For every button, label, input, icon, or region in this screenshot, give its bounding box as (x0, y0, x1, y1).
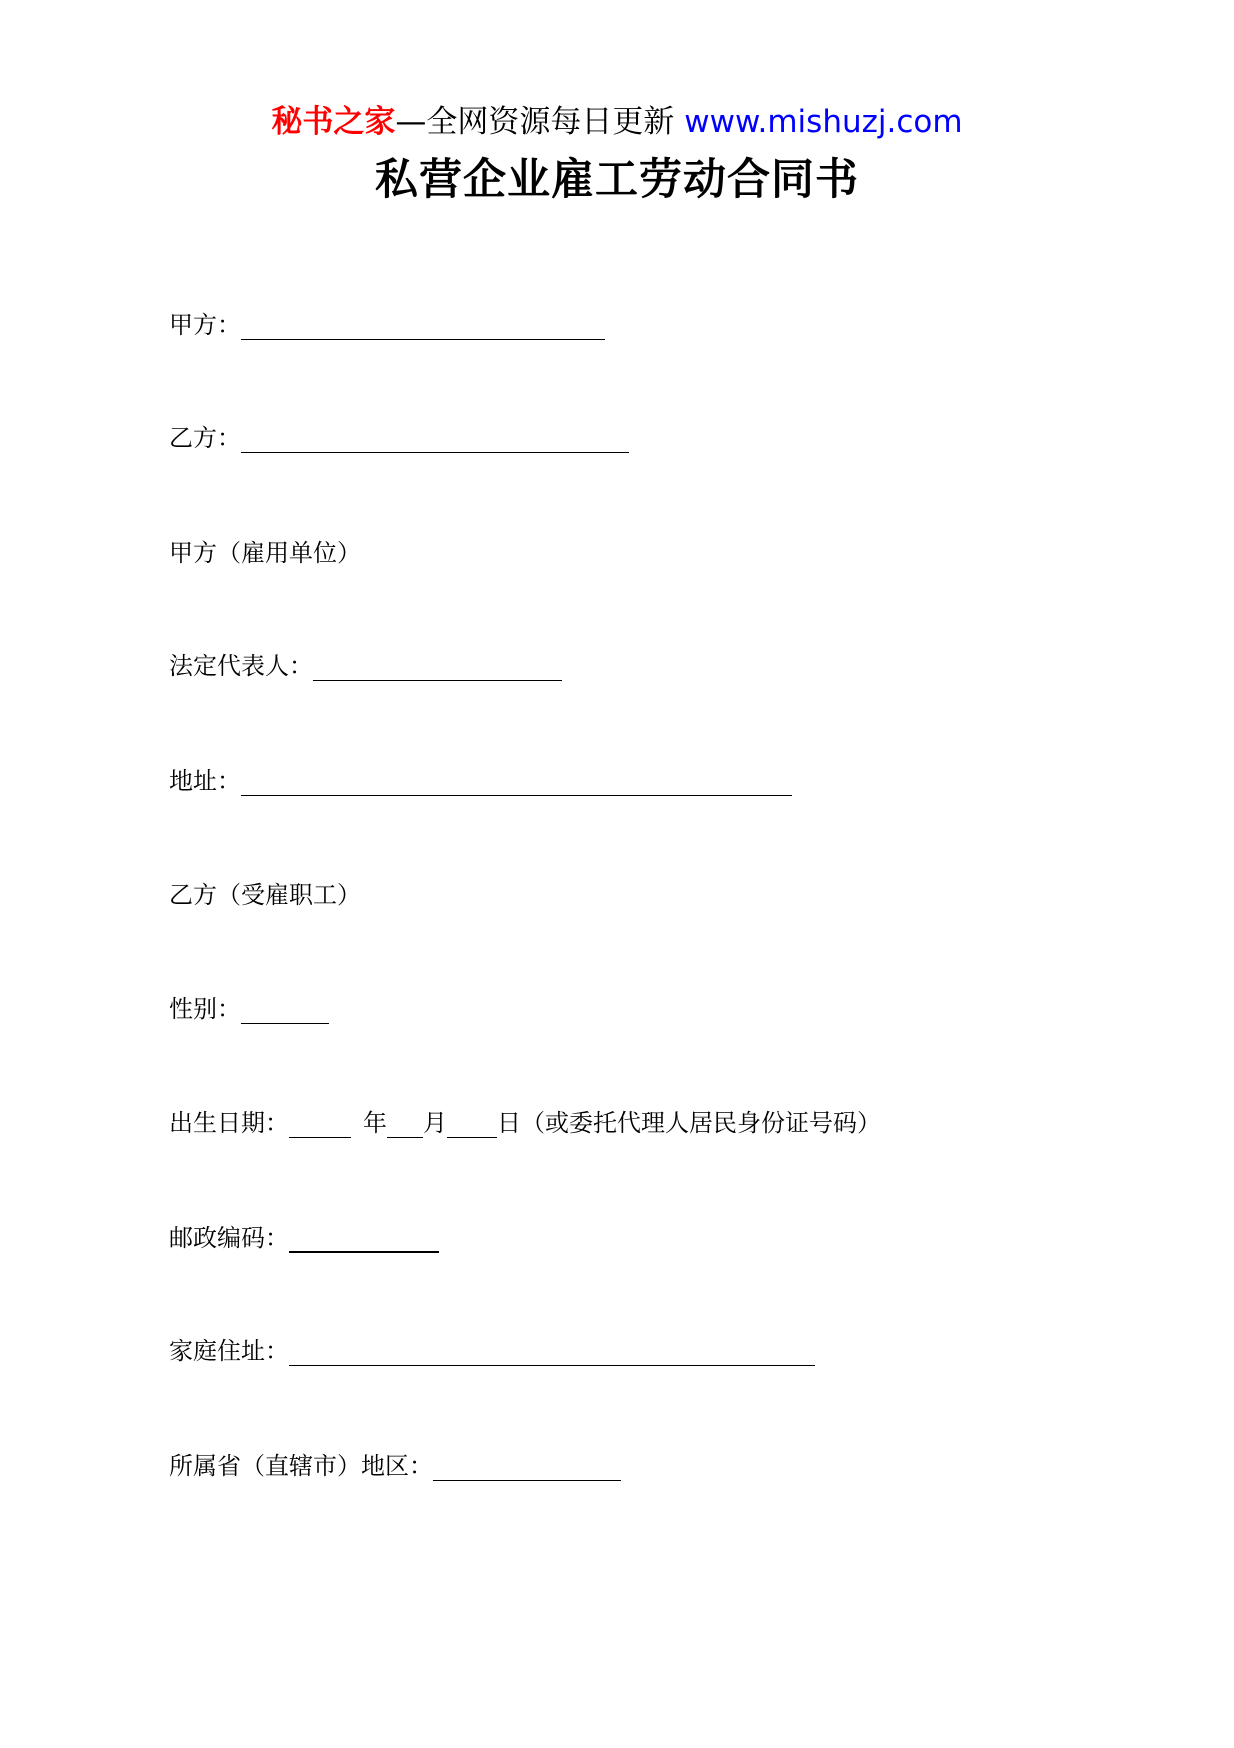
home-address-blank[interactable] (289, 1337, 815, 1366)
legal-rep-label: 法定代表人： (169, 652, 313, 680)
address-row (169, 764, 792, 798)
party-b-label: 乙方： (169, 424, 241, 452)
party-b-blank[interactable] (241, 424, 629, 453)
birth-day-blank[interactable] (447, 1109, 497, 1138)
site-tagline: —全网资源每日更新 (395, 104, 675, 140)
birth-date-row (169, 1106, 881, 1140)
birth-year-blank[interactable] (289, 1109, 351, 1138)
party-a-label: 甲方： (169, 311, 241, 339)
region-row (169, 1449, 621, 1483)
gender-blank[interactable] (241, 995, 329, 1024)
gender-label: 性别： (169, 995, 241, 1023)
address-label: 地址： (169, 767, 241, 795)
party-b-section-heading: 乙方（受雇职工） (169, 881, 361, 909)
birth-month-blank[interactable] (387, 1109, 423, 1138)
legal-rep-row (169, 649, 562, 683)
legal-rep-blank[interactable] (313, 652, 562, 681)
postal-code-label: 邮政编码： (169, 1224, 289, 1252)
party-b-section (169, 878, 361, 912)
party-a-blank[interactable] (241, 311, 605, 340)
party-a-section (169, 536, 361, 570)
party-a-row (169, 308, 605, 342)
page-title: 私营企业雇工劳动合同书 (375, 155, 859, 205)
region-blank[interactable] (433, 1452, 621, 1481)
site-brand: 秘书之家 (271, 104, 396, 140)
postal-code-blank[interactable] (289, 1223, 439, 1253)
gender-row (169, 992, 329, 1026)
home-address-row (169, 1334, 815, 1368)
party-a-section-heading: 甲方（雇用单位） (169, 539, 361, 567)
site-banner (0, 100, 1234, 144)
postal-code-row (169, 1221, 439, 1255)
party-b-row (169, 421, 629, 455)
site-url-link[interactable]: www.mishuzj.com (684, 104, 963, 140)
address-blank[interactable] (241, 767, 792, 796)
birth-year-label: 年 (363, 1109, 387, 1137)
region-label: 所属省（直辖市）地区： (169, 1452, 433, 1480)
birth-day-label: 日（或委托代理人居民身份证号码） (497, 1109, 881, 1137)
home-address-label: 家庭住址： (169, 1337, 289, 1365)
birth-date-label: 出生日期： (169, 1109, 289, 1137)
birth-month-label: 月 (423, 1109, 447, 1137)
